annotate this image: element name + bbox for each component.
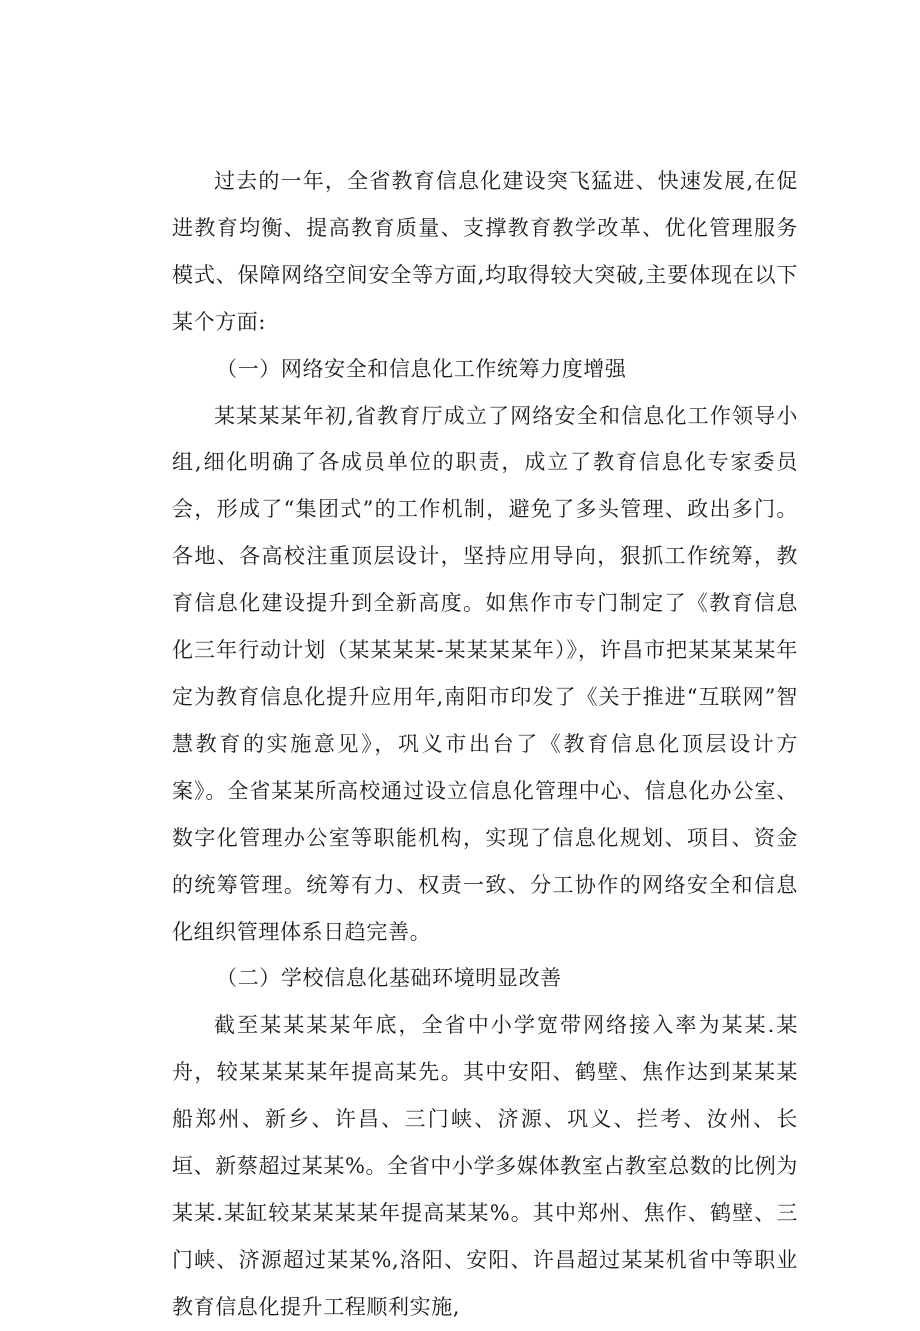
- intro-paragraph: 过去的一年，全省教育信息化建设突飞猛进、快速发展,在促进教育均衡、提高教育质量、支撑教育教学改革、优化管理服务模式、保障网络空间安全等方面,均取得较大突破,主要体现在以下某个方面:: [172, 169, 798, 334]
- section-heading-1: （一）网络安全和信息化工作统筹力度增强: [216, 356, 627, 381]
- document-body: [172, 158, 798, 1331]
- section-2-paragraph: 截至某某某某年底，全省中小学宽带网络接入率为某某.某舟，较某某某某年提高某先。其中安阳、鹤壁、焦作达到某某某船郑州、新乡、许昌、三门峡、济源、巩义、拦考、汝州、长垣、新蔡超过某某%。全省中小学多媒体教室占教室总数的比例为某某.某缸较某某某某年提高某某%。其中郑州、焦作、鹤壁、三门峡、济源超过某某%,洛阳、安阳、许昌超过某某机省中等职业教育信息化提升工程顺利实施,: [172, 1013, 798, 1319]
- section-1-paragraph: 某某某某年初,省教育厅成立了网络安全和信息化工作领导小组,细化明确了各成员单位的职责，成立了教育信息化专家委员会，形成了“集团式”的工作机制，避免了多头管理、政出多门。各地、各高校注重顶层设计，坚持应用导向，狠抓工作统筹，教育信息化建设提升到全新高度。如焦作市专门制定了《教育信息化三年行动计划（某某某某-某某某某年）》，许昌市把某某某某年定为教育信息化提升应用年,南阳市印发了《关于推进“互联网”智慧教育的实施意见》，巩义市出台了《教育信息化顶层设计方案》。全省某某所高校通过设立信息化管理中心、信息化办公室、数字化管理办公室等职能机构，实现了信息化规划、项目、资金的统筹管理。统筹有力、权责一致、分工协作的网络安全和信息化组织管理体系日趋完善。: [172, 403, 798, 944]
- section-heading-2: （二）学校信息化基础环境明显改善: [216, 966, 562, 991]
